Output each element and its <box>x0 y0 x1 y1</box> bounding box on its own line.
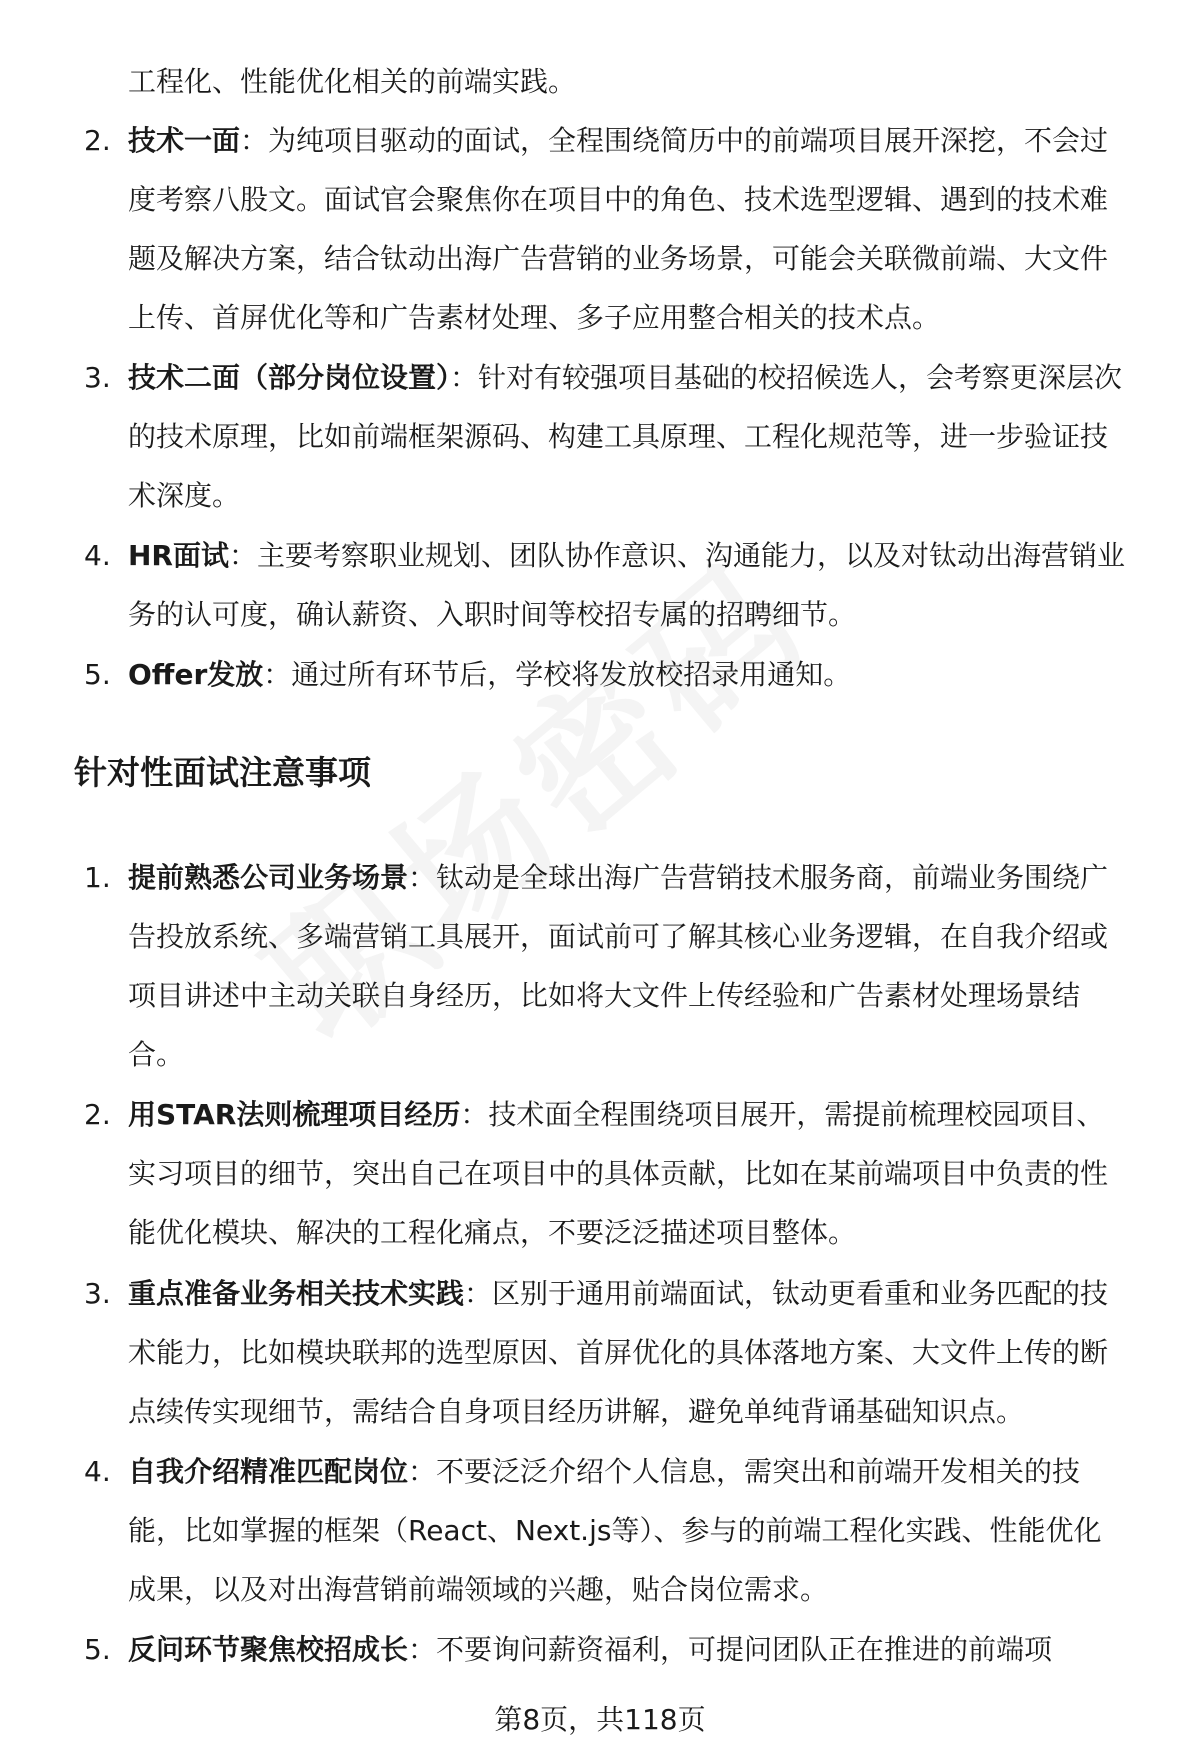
list-item <box>84 526 1164 644</box>
item-number: 5. <box>84 658 111 691</box>
item-text: ：钛动是全球出海广告营销技术服务商，前端业务围绕广告投放系统、多端营销工具展开，面试前可了解其核心业务逻辑，在自我介绍或项目讲述中主动关联自身经历，比如将大文件上传经验和广告素材处理场景结合。 <box>128 861 1109 1071</box>
intro-tail: 工程化、性能优化相关的前端实践。 <box>128 65 577 98</box>
list-item <box>84 848 1164 1084</box>
list-item <box>84 1264 1164 1441</box>
item-title: HR面试 <box>128 539 229 572</box>
item-number: 1. <box>84 861 111 894</box>
item-text: ：不要询问薪资福利，可提问团队正在推进的前端项 <box>408 1633 1053 1666</box>
item-title: Offer发放 <box>128 658 264 691</box>
item-text: ：技术面全程围绕项目展开，需提前梳理校园项目、实习项目的细节，突出自己在项目中的具体贡献，比如在某前端项目中负责的性能优化模块、解决的工程化痛点，不要泛泛描述项目整体。 <box>128 1098 1109 1249</box>
item-number: 5. <box>84 1633 111 1666</box>
list-item <box>84 645 1164 704</box>
item-text: ：通过所有环节后，学校将发放校招录用通知。 <box>263 658 852 691</box>
page-footer: 第8页，共118页 <box>494 1703 706 1736</box>
item-title: 技术一面 <box>128 124 241 157</box>
item-text: ：针对有较强项目基础的校招候选人，会考察更深层次的技术原理，比如前端框架源码、构建工具原理、工程化规范等，进一步验证技术深度。 <box>128 361 1123 512</box>
item-number: 3. <box>84 1277 111 1310</box>
item-title: 自我介绍精准匹配岗位 <box>128 1455 409 1488</box>
list-item <box>84 1620 1164 1679</box>
item-title: 提前熟悉公司业务场景 <box>128 861 409 894</box>
item-number: 4. <box>84 539 111 572</box>
item-title: 重点准备业务相关技术实践 <box>128 1277 465 1310</box>
item-text: ：区别于通用前端面试，钛动更看重和业务匹配的技术能力，比如模块联邦的选型原因、首屏优化的具体落地方案、大文件上传的断点续传实现细节，需结合自身项目经历讲解，避免单纯背诵基础知识点。 <box>128 1277 1109 1428</box>
item-number: 4. <box>84 1455 111 1488</box>
list-item <box>84 348 1164 525</box>
item-text: ：不要泛泛介绍个人信息，需突出和前端开发相关的技能，比如掌握的框架（React、Next.js等）、参与的前端工程化实践、性能优化成果，以及对出海营销前端领域的兴趣，贴合岗位需求。 <box>128 1455 1102 1606</box>
list-item <box>84 111 1164 347</box>
item-text: ：为纯项目驱动的面试，全程围绕简历中的前端项目展开深挖，不会过度考察八股文。面试官会聚焦你在项目中的角色、技术选型逻辑、遇到的技术难题及解决方案，结合钛动出海广告营销的业务场景，可能会关联微前端、大文件上传、首屏优化等和广告素材处理、多子应用整合相关的技术点。 <box>128 124 1109 334</box>
list-item <box>84 1085 1164 1262</box>
item-number: 3. <box>84 361 111 394</box>
item-number: 2. <box>84 1098 111 1131</box>
item-title: 反问环节聚焦校招成长 <box>128 1633 409 1666</box>
section-title: 针对性面试注意事项 <box>74 753 371 792</box>
item-number: 2. <box>84 124 111 157</box>
item-title: 技术二面（部分岗位设置） <box>128 361 451 394</box>
item-text: ：主要考察职业规划、团队协作意识、沟通能力，以及对钛动出海营销业务的认可度，确认薪资、入职时间等校招专属的招聘细节。 <box>128 539 1126 631</box>
list-item <box>84 1442 1164 1619</box>
item-title: 用STAR法则梳理项目经历 <box>128 1098 461 1131</box>
